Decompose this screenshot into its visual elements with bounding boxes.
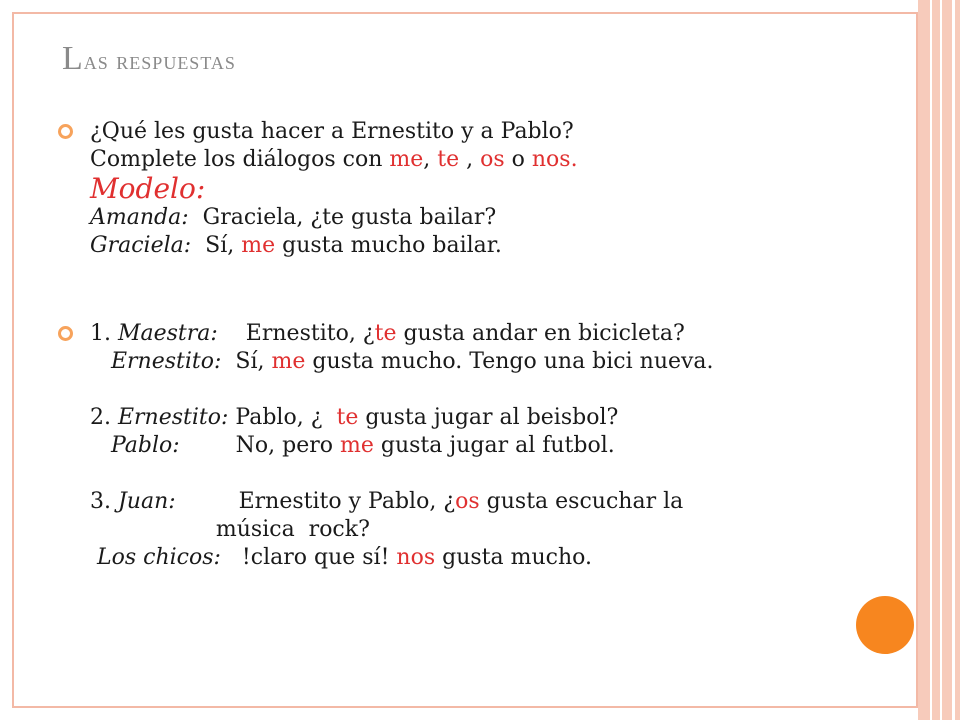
word-te: te	[437, 147, 460, 172]
answer-pronoun: te	[336, 405, 359, 430]
dialog-1b	[90, 348, 714, 376]
item-number: 3.	[90, 489, 118, 514]
speaker-label: Ernestito:	[117, 405, 229, 430]
dialog-text: gusta jugar al futbol.	[373, 433, 615, 458]
dialog-text: gusta andar en bicicleta?	[396, 321, 685, 346]
answer-pronoun: me	[340, 433, 374, 458]
speaker-label: Los chicos:	[97, 545, 221, 570]
title-initial: L	[62, 40, 84, 77]
bullet-icon	[58, 124, 73, 139]
decor-circle	[856, 596, 914, 654]
dialog-text: Ernestito, ¿	[217, 321, 375, 346]
dialog-2b	[90, 432, 714, 460]
question-line	[90, 118, 578, 146]
speaker-label: Pablo:	[110, 433, 180, 458]
bullet-2	[90, 320, 714, 572]
spacer	[90, 460, 714, 488]
decor-stripe	[918, 0, 930, 720]
dialog-2a	[90, 404, 714, 432]
word-nos: nos.	[531, 147, 578, 172]
word-me: me	[389, 147, 424, 172]
slide-title	[62, 40, 236, 78]
dialog-text: Sí,	[191, 233, 242, 258]
dialog-text: !claro que sí!	[220, 545, 397, 570]
dialog-3a	[90, 488, 714, 516]
question-text: ¿Qué les gusta hacer a Ernestito y a Pablo?	[90, 119, 574, 144]
speaker-label: Maestra:	[117, 321, 218, 346]
answer-pronoun: me	[271, 349, 306, 374]
dialog-text: gusta mucho. Tengo una bici nueva.	[305, 349, 714, 374]
dialog-text: Pablo, ¿	[228, 405, 337, 430]
dialog-text: Graciela, ¿te gusta bailar?	[188, 205, 497, 230]
bullet-icon	[58, 326, 73, 341]
decor-stripe	[955, 0, 960, 720]
dialog-1a	[90, 320, 714, 348]
sep: ,	[459, 147, 481, 172]
speaker-label: Graciela:	[90, 233, 192, 258]
instr-text: Complete los diálogos con	[90, 147, 390, 172]
sep: o	[504, 147, 532, 172]
dialog-3b	[90, 544, 714, 572]
bullet-1	[90, 118, 578, 260]
speaker-label: Amanda:	[90, 205, 189, 230]
spacer	[90, 376, 714, 404]
item-number: 1.	[90, 321, 118, 346]
decor-stripe	[942, 0, 952, 720]
title-rest: as respuestas	[83, 46, 236, 75]
dialog-text: gusta jugar al beisbol?	[358, 405, 619, 430]
dialog-text: Ernestito y Pablo, ¿	[175, 489, 456, 514]
dialog-text: Sí,	[221, 349, 272, 374]
dialog-text: gusta mucho.	[435, 545, 592, 570]
sep: ,	[423, 147, 438, 172]
graciela-line	[90, 232, 578, 260]
dialog-text: gusta escuchar la	[479, 489, 684, 514]
answer-pronoun: me	[241, 233, 276, 258]
answer-pronoun: nos	[396, 545, 436, 570]
answer-pronoun: te	[374, 321, 397, 346]
dialog-3a-cont	[90, 516, 714, 544]
speaker-label: Juan:	[117, 489, 176, 514]
decor-stripe	[932, 0, 940, 720]
speaker-label: Ernestito:	[110, 349, 222, 374]
dialog-text: gusta mucho bailar.	[275, 233, 502, 258]
word-os: os	[480, 147, 505, 172]
instructions-line	[90, 146, 578, 174]
dialog-text: No, pero	[179, 433, 340, 458]
item-number: 2.	[90, 405, 118, 430]
dialog-text: música rock?	[215, 517, 370, 542]
amanda-line	[90, 204, 578, 232]
modelo-label: Modelo:	[90, 172, 206, 205]
answer-pronoun: os	[455, 489, 480, 514]
